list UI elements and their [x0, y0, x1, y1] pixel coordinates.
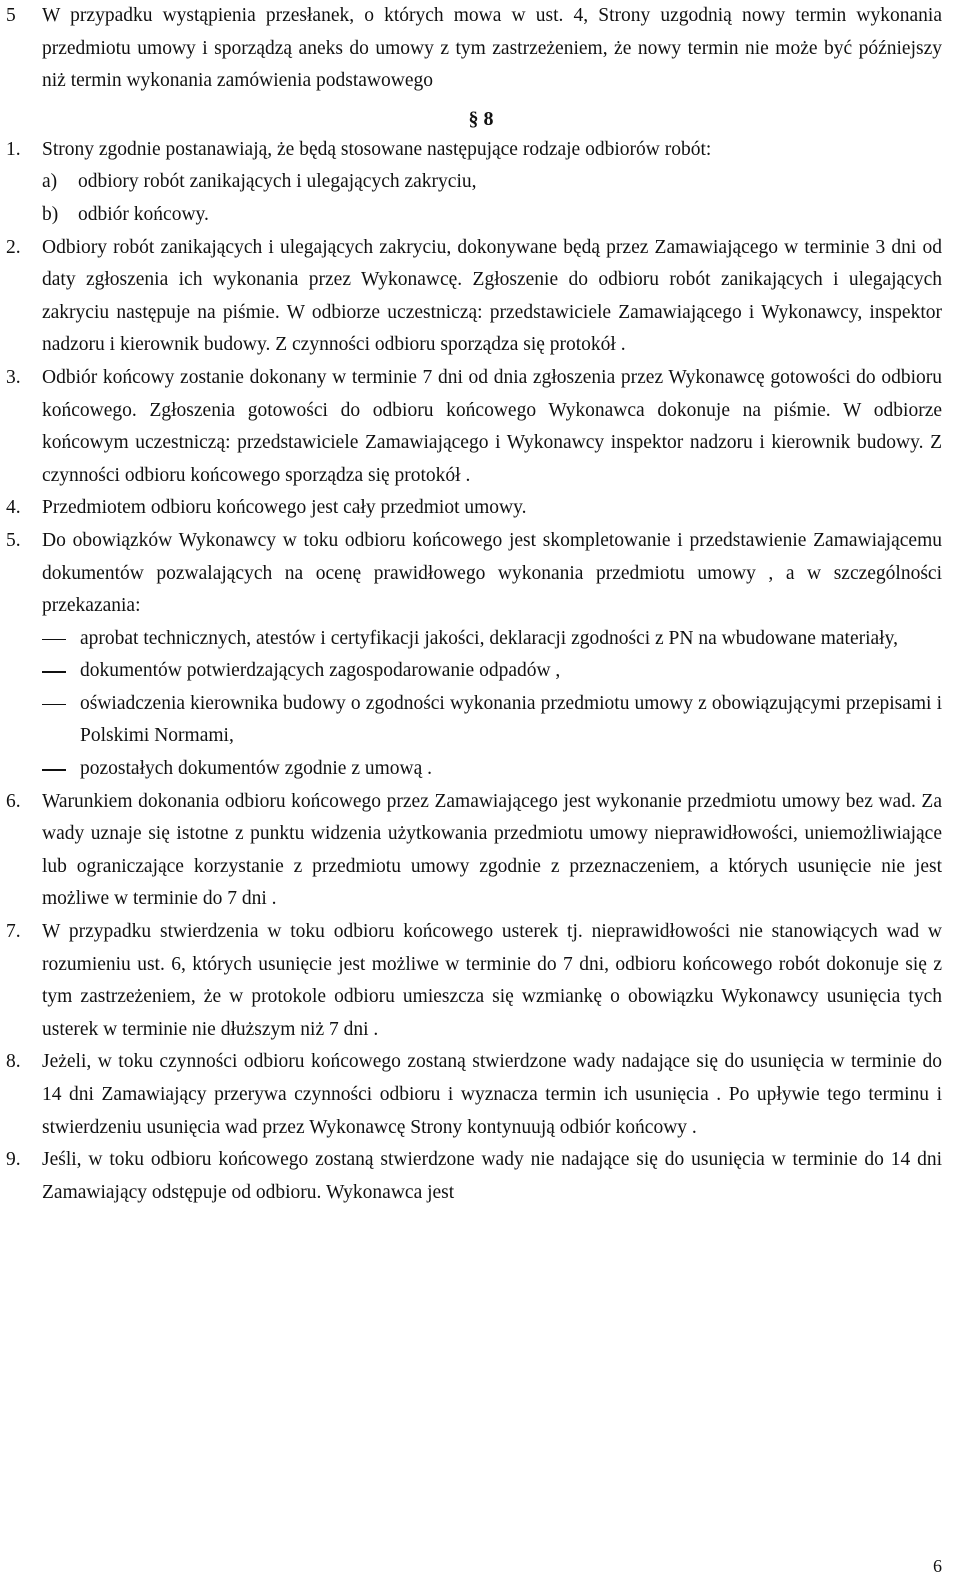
item-number: 2.: [6, 236, 21, 258]
dash-item-4: [42, 753, 942, 786]
dash-text: aprobat technicznych, atestów i certyfikacji jakości, deklaracji zgodności z PN na wbudowane materiały,: [80, 627, 898, 649]
item-text: Strony zgodnie postanawiają, że będą stosowane następujące rodzaje odbiorów robót:: [42, 138, 712, 160]
section-heading: [20, 104, 942, 134]
item-number: 1.: [6, 138, 21, 160]
dash-bullet-icon: [42, 639, 66, 641]
sub-label: a): [42, 171, 58, 193]
item-text: Do obowiązków Wykonawcy w toku odbioru końcowego jest skompletowanie i przedstawienie Zamawiającemu dokumentów pozwalających na ocenę prawidłowego wykonania przedmiotu umowy , a w szczególności przekazania:: [42, 529, 942, 617]
dash-item-2: [42, 655, 942, 688]
sub-text: odbiór końcowy.: [78, 203, 209, 225]
list-item-6: [0, 786, 942, 916]
item-text: Jeśli, w toku odbioru końcowego zostaną stwierdzone wady nie nadające się do usunięcia w terminie do 14 dni Zamawiający odstępuje od odbioru. Wykonawca jest: [42, 1149, 942, 1203]
item-number: 3.: [6, 366, 21, 388]
section-symbol: §: [468, 107, 479, 130]
item-text: Jeżeli, w toku czynności odbioru końcowego zostaną stwierdzone wady nadające się do usunięcia w terminie do 14 dni Zamawiający przerywa czynności odbioru i wyznacza termin ich usunięcia . Po upływie tego terminu i stwierdzeniu usunięcia wad przez Wykonawcę Strony kontynuują odbiór końcowy .: [42, 1051, 942, 1138]
paragraph-5-continued: [0, 0, 942, 98]
section-number: 8: [483, 107, 494, 130]
dash-bullet-icon: [42, 769, 66, 771]
sub-item-b: [42, 199, 942, 232]
dash-item-3: [42, 688, 942, 753]
page-number: 6: [933, 1556, 942, 1577]
item-text: Warunkiem dokonania odbioru końcowego przez Zamawiającego jest wykonanie przedmiotu umowy bez wad. Za wady uznaje się istotne z punktu widzenia użytkowania przedmiotu umowy nieprawidłowości, uniemożliwiające lub ograniczające korzystanie z przedmiotu umowy zgodnie z przeznaczeniem, a których usunięcie nie jest możliwe w terminie do 7 dni .: [42, 790, 942, 910]
dash-text: pozostałych dokumentów zgodnie z umową .: [80, 758, 432, 780]
item-text: Przedmiotem odbioru końcowego jest cały przedmiot umowy.: [42, 497, 527, 519]
list-item-2: [0, 232, 942, 362]
list-item-9: [0, 1144, 942, 1209]
dash-text: oświadczenia kierownika budowy o zgodności wykonania przedmiotu umowy z obowiązującymi przepisami i Polskimi Normami,: [80, 692, 942, 747]
list-item-7: [0, 916, 942, 1046]
list-item-3: [0, 362, 942, 492]
dash-bullet-icon: [42, 671, 66, 673]
item-text: W przypadku wystąpienia przesłanek, o których mowa w ust. 4, Strony uzgodnią nowy termin wykonania przedmiotu umowy i sporządzą aneks do umowy z tym zastrzeżeniem, że nowy termin nie może być późniejszy niż termin wykonania zamówienia podstawowego: [42, 5, 942, 92]
item-text: W przypadku stwierdzenia w toku odbioru końcowego usterek tj. nieprawidłowości nie stanowiących wad w rozumieniu ust. 6, których usunięcie jest możliwe w terminie do 7 dni, odbioru końcowego robót dokonuje się z tym zastrzeżeniem, że w protokole odbioru umieszcza się wzmiankę o obowiązku Wykonawcy usunięcia tych usterek w terminie nie dłuższym niż 7 dni .: [42, 921, 942, 1040]
sub-text: odbiory robót zanikających i ulegających zakryciu,: [78, 171, 477, 193]
item-text: Odbiory robót zanikających i ulegających zakryciu, dokonywane będą przez Zamawiającego w terminie 3 dni od daty zgłoszenia ich wykonania przez Wykonawcę. Zgłoszenie do odbioru robót zanikających i ulegających zakryciu następuje na piśmie. W odbiorze uczestniczą: przedstawiciele Zamawiającego i Wykonawcy, inspektor nadzoru i kierownik budowy. Z czynności odbioru sporządza się protokół .: [42, 236, 942, 356]
list-item-1: [0, 134, 942, 232]
item-number: 5: [6, 5, 16, 26]
dash-text: dokumentów potwierdzających zagospodarowanie odpadów ,: [80, 660, 561, 682]
list-item-5: [0, 525, 942, 623]
list-item-4: [0, 492, 942, 525]
dash-bullet-icon: [42, 704, 66, 706]
sub-label: b): [42, 203, 59, 225]
item-number: 9.: [6, 1149, 21, 1171]
item-number: 6.: [6, 790, 21, 812]
item-number: 5.: [6, 529, 21, 551]
item-number: 8.: [6, 1051, 21, 1073]
item-number: 4.: [6, 497, 21, 519]
item-number: 7.: [6, 921, 21, 943]
sub-item-a: [42, 166, 942, 199]
dash-item-1: [42, 623, 942, 656]
list-item-8: [0, 1046, 942, 1144]
item-text: Odbiór końcowy zostanie dokonany w terminie 7 dni od dnia zgłoszenia przez Wykonawcę gotowości do odbioru końcowego. Zgłoszenia gotowości do odbioru końcowego Wykonawca dokonuje na piśmie. W odbiorze końcowym uczestniczą: przedstawiciele Zamawiającego i Wykonawcy inspektor nadzoru i kierownik budowy. Z czynności odbioru końcowego sporządza się protokół .: [42, 366, 942, 486]
